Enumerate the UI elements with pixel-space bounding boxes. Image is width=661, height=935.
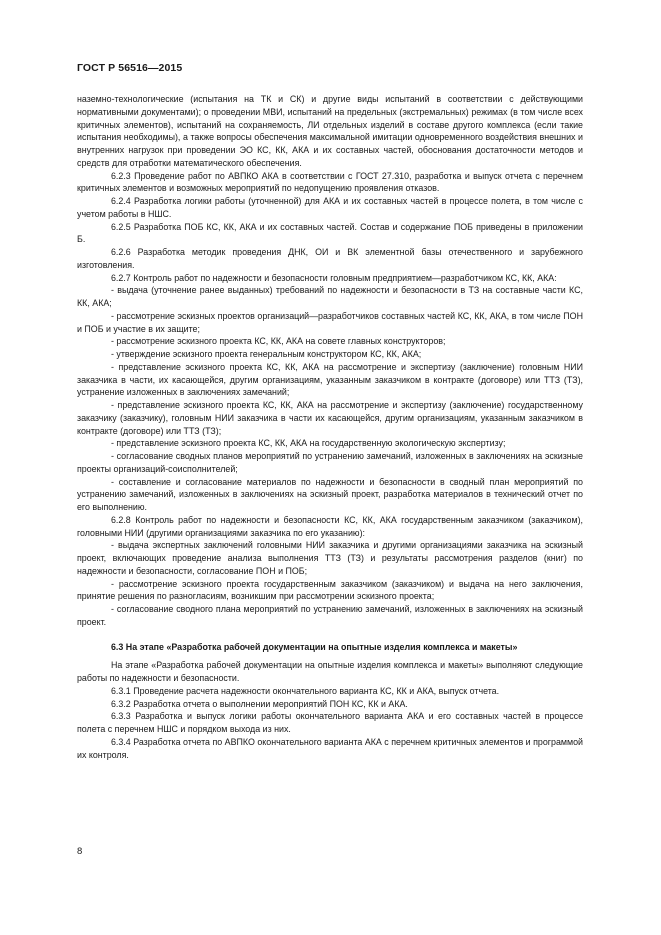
list-item: - рассмотрение эскизного проекта КС, КК, АКА на совете главных конструкторов;: [111, 336, 446, 347]
paragraph: 6.2.7 Контроль работ по надежности и безопасности головным предприятием—разработчиком КС, КК, АКА:: [111, 272, 557, 283]
paragraph: 6.3.4 Разработка отчета по АВПКО окончательного варианта АКА с перечнем критичных элементов и программой их контроля.: [77, 736, 583, 760]
paragraph: 6.2.5 Разработка ПОБ КС, КК, АКА и их составных частей. Состав и содержание ПОБ приведены в приложении Б.: [77, 221, 583, 245]
page-header: ГОСТ Р 56516—2015: [77, 62, 183, 74]
list-item: - представление эскизного проекта КС, КК, АКА на государственную экологическую экспертизу;: [111, 438, 506, 449]
list-item: - выдача (уточнение ранее выданных) требований по надежности и безопасности в ТЗ на составные части КС, КК, АКА;: [77, 285, 583, 308]
list-item: - составление и согласование материалов по надежности и безопасности в сводный план мероприятий по устранению замечаний, изложенных в заключениях на эскизный проект, разработка материалов в технический отчет по его выполнению.: [77, 476, 583, 512]
document-body: [77, 93, 583, 761]
paragraph: 6.3.2 Разработка отчета о выполнении мероприятий ПОН КС, КК и АКА.: [111, 698, 408, 709]
paragraph: 6.3.3 Разработка и выпуск логики работы окончательного варианта АКА и его составных частей в процессе полета с перечнем НШС и порядком выхода из них.: [77, 711, 583, 734]
paragraph: 6.2.8 Контроль работ по надежности и безопасности КС, КК, АКА государственным заказчиком (заказчиком), головными НИИ (другими организациями заказчика по его указанию):: [77, 514, 583, 538]
list-item: - согласование сводного плана мероприятий по устранению замечаний, изложенных в заключениях на эскизный проект.: [77, 604, 583, 627]
list-item: - представление эскизного проекта КС, КК, АКА на рассмотрение и экспертизу (заключение) головным НИИ заказчика в части, их касающейся, другим организациям, указанным заказчиком в контракте (договоре) или ТТЗ (ТЗ), устранение изложенных в заключениях замечаний;: [77, 361, 583, 398]
paragraph: 6.2.3 Проведение работ по АВПКО АКА в соответствии с ГОСТ 27.310, разработка и выпуск отчета с перечнем критичных элементов и возможных мероприятий по недопущению проявления отказов.: [77, 170, 583, 194]
paragraph: На этапе «Разработка рабочей документации на опытные изделия комплекса и макеты» выполняют следующие работы по надежности и безопасности.: [77, 660, 583, 683]
paragraph: 6.2.6 Разработка методик проведения ДНК, ОИ и ВК элементной базы отечественного и зарубежного изготовления.: [77, 247, 583, 270]
list-item: - рассмотрение эскизных проектов организаций—разработчиков составных частей КС, КК, АКА, в том числе ПОН и ПОБ и участие в их защите;: [77, 310, 583, 334]
list-item: - рассмотрение эскизного проекта государственным заказчиком (заказчиком) и выдача на него заключения, принятие решения по разногласиям, возникшим при рассмотрении эскизного проекта;: [77, 578, 583, 602]
list-item: - представление эскизного проекта КС, КК, АКА на рассмотрение и экспертизу (заключение) государственному заказчику (заказчику), головным НИИ заказчика в части их касающейся, другим организациям, указанным заказчиком в контракте (договоре) или ТТЗ (ТЗ);: [77, 400, 583, 436]
list-item: - выдача экспертных заключений головными НИИ заказчика и другими организациями заказчика на эскизный проект, включающих проведение анализа выполнения ТТЗ (ТЗ) и результаты рассмотрения разделов (книг) по надежности и безопасности, согласование ПОН и ПОБ;: [77, 540, 583, 576]
list-item: - утверждение эскизного проекта генеральным конструктором КС, КК, АКА;: [111, 349, 422, 359]
list-item: - согласование сводных планов мероприятий по устранению замечаний, изложенных в заключениях на эскизные проекты организаций-соисполнителей;: [77, 451, 583, 474]
paragraph: 6.3.1 Проведение расчета надежности окончательного варианта КС, КК и АКА, выпуск отчета.: [111, 685, 500, 696]
paragraph: наземно-технологические (испытания на ТК и СК) и другие виды испытаний в соответствии с действующими нормативными документами); о проведении МВИ, испытаний на предельных (экстремальных) режимах (в том числе всех критичных элементов), испытаний на сохраняемость, ЛИ отдельных изделий в составе другого комплекса (если такие испытания необходимы), а также вопросы обеспечения максимальной имитации одновременного воздействия внешних и внутренних нагрузок при проведении ЭО КС, КК, АКА и их составных частей, обоснования достаточности методов и средств для отработки математического обеспечения.: [77, 94, 583, 168]
paragraph: 6.2.4 Разработка логики работы (уточненной) для АКА и их составных частей в процессе полета, в том числе с учетом работы в НШС.: [77, 196, 583, 219]
page-number: 8: [77, 846, 83, 857]
section-heading: 6.3 На этапе «Разработка рабочей документации на опытные изделия комплекса и макеты»: [111, 641, 518, 652]
